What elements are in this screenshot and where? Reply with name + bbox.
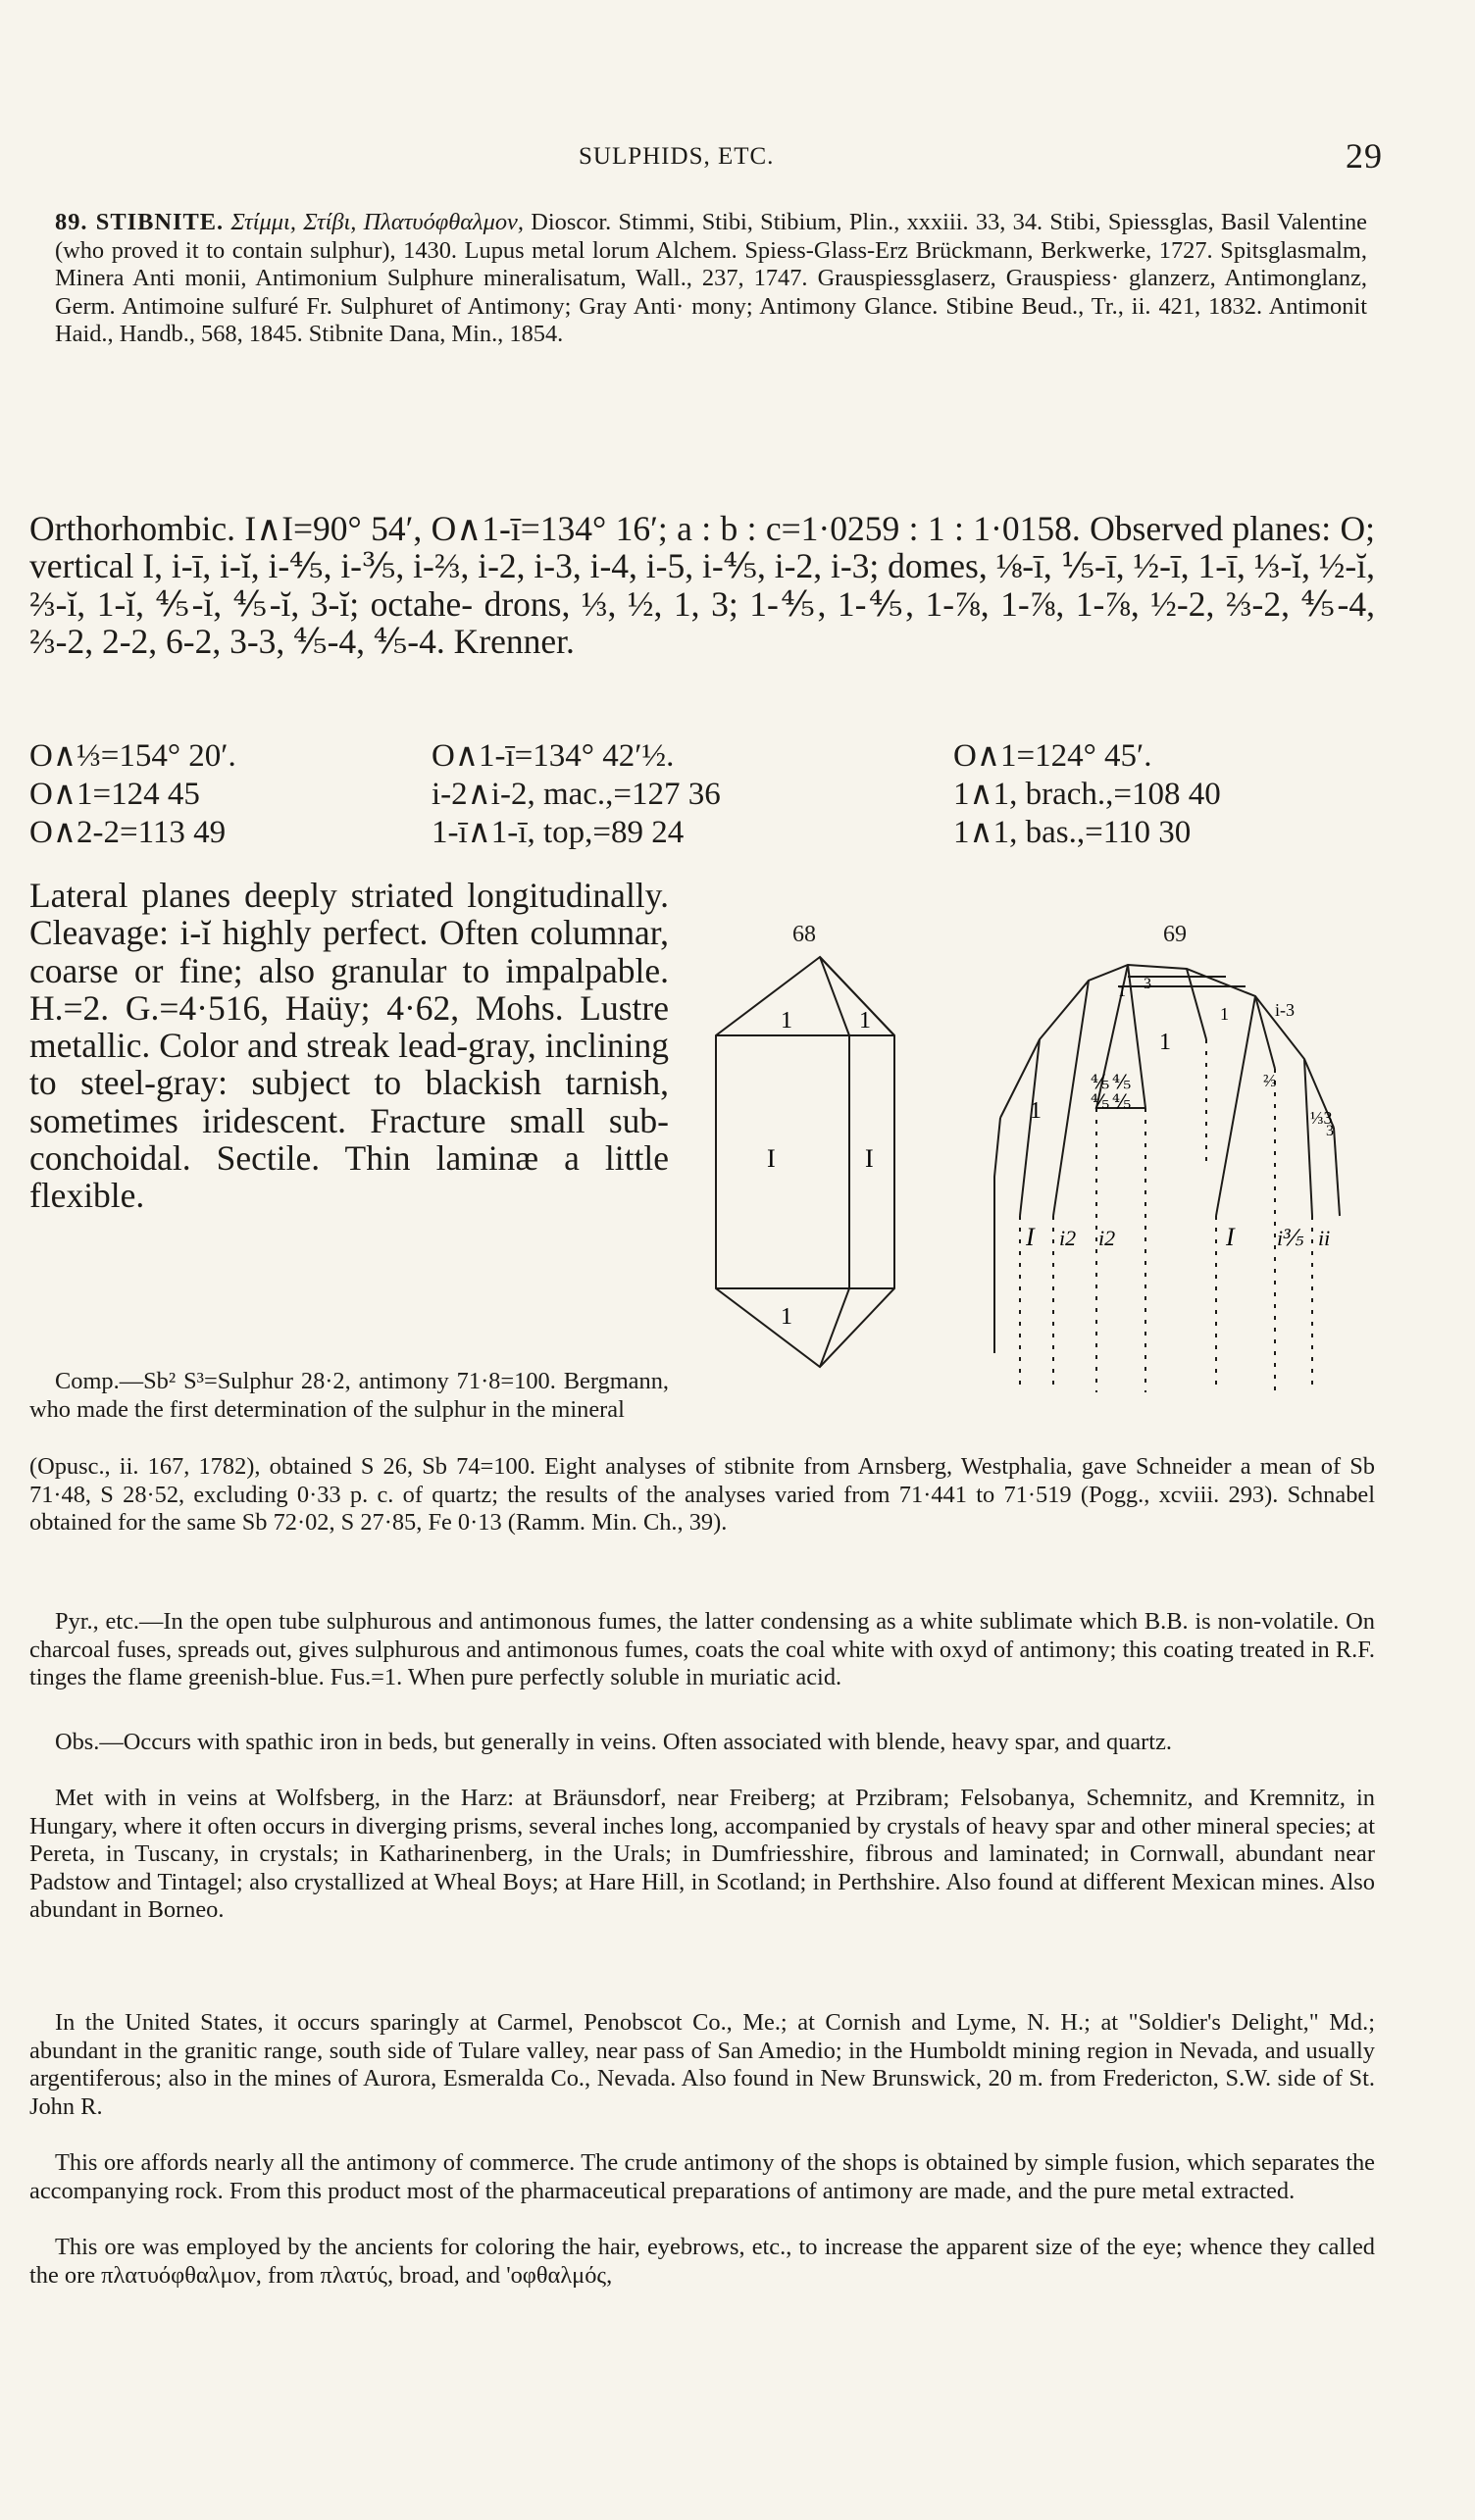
page-number: 29	[1346, 136, 1383, 176]
face-label: ⅘	[1091, 1072, 1110, 1093]
face-label: 3	[1144, 976, 1151, 992]
composition-paragraph-start: Comp.—Sb² S³=Sulphur 28·2, antimony 71·8=100. Bergmann, who made the first determination of the sulphur in the mineral	[29, 1368, 669, 1423]
angle-value: O∧1=124 45	[29, 777, 200, 812]
face-label: i2	[1059, 1226, 1077, 1250]
crystal-drawing-69	[981, 922, 1353, 1412]
face-label: ⅓3	[1310, 1108, 1333, 1128]
composition-paragraph-continued: (Opusc., ii. 167, 1782), obtained S 26, Sb 74=100. Eight analyses of stibnite from Arnsberg, Westphalia, gave Schneider a mean of Sb 71·48, S 28·52, excluding 0·33 p. c. of quartz; the results of the analyses varied from 71·441 to 71·519 (Pogg., xcviii. 293). Schnabel obtained for the same Sb 72·02, S 27·85, Fe 0·13 (Ramm. Min. Ch., 39).	[29, 1453, 1375, 1536]
crystal-drawing-68	[702, 922, 908, 1402]
angle-value: O∧2-2=113 49	[29, 815, 227, 850]
face-label: I	[767, 1144, 776, 1173]
face-label: i-3	[1275, 1000, 1295, 1020]
angle-value: 1-ī∧1-ī, top,=89 24	[432, 815, 685, 850]
face-label: ⅘	[1091, 1091, 1110, 1113]
face-label: I	[1026, 1223, 1035, 1251]
angle-value: 1∧1, brach.,=108 40	[953, 777, 1221, 812]
face-label: 3	[1326, 1123, 1334, 1139]
face-label: 1	[781, 1008, 792, 1033]
pyrognostics-paragraph: Pyr., etc.—In the open tube sulphurous and antimonous fumes, the latter condensing as a white sublimate which B.B. is non-volatile. On charcoal fuses, spreads out, gives sulphurous and antimonous fumes, coats the coal white with oxyd of antimony; this coating treated in R.F. tinges the flame greenish-blue. Fus.=1. When pure perfectly soluble in muriatic acid.	[29, 1608, 1375, 1690]
angle-column-2	[432, 737, 721, 852]
angle-value: O∧1-ī=134° 42′½.	[432, 738, 675, 774]
crystallography-paragraph: Orthorhombic. I∧I=90° 54′, O∧1-ī=134° 16′; a : b : c=1·0259 : 1 : 1·0158. Observed planes: O; vertical I, i-ī, i-ĭ, i-⅘, i-⅗, i-⅔, i-2, i-3, i-4, i-5, i-⅘, i-2, i-3; domes, ⅛-ī, ⅕-ī, ½-ī, 1-ī, ⅓-ĭ, ½-ĭ, ⅔-ĭ, 1-ĭ, ⅘-ĭ, ⅘-ĭ, 3-ĭ; octahe- drons, ⅓, ½, 1, 3; 1-⅘, 1-⅘, 1-⅞, 1-⅞, 1-⅞, ½-2, ⅔-2, ⅘-4, ⅔-2, 2-2, 6-2, 3-3, ⅘-4, ⅘-4. Krenner.	[29, 509, 1375, 662]
angle-value: i-2∧i-2, mac.,=127 36	[432, 777, 721, 812]
figure-number: 68	[792, 922, 816, 947]
face-label: 1	[859, 1008, 871, 1033]
angle-column-1	[29, 737, 236, 852]
angle-column-3	[953, 737, 1221, 852]
localities-paragraph: Met with in veins at Wolfsberg, in the Harz: at Bräunsdorf, near Freiberg; at Przibram; Felsobanya, Schemnitz, and Kremnitz, in Hungary, where it often occurs in diverging prisms, several inches long, accompanied by crystals of heavy spar and other mineral species; at Pereta, in Tuscany, in crystals; in Katharinenberg, in the Urals; in Dumfriesshire, fibrous and laminated; in Cornwall, abundant near Padstow and Tintagel; also crystallized at Wheal Boys; at Hare Hill, in Scotland; in Perthshire. Also found at different Mexican mines. Also abundant in Borneo.	[29, 1785, 1375, 1923]
physical-description: Lateral planes deeply striated longitudinally. Cleavage: i-ĭ highly perfect. Often columnar, coarse or fine; also granular to impalpable. H.=2. G.=4·516, Haüy; 4·62, Mohs. Lustre metallic. Color and streak lead-gray, inclining to steel-gray: subject to blackish tarnish, sometimes iridescent. Fracture small sub-conchoidal. Sectile. Thin laminæ a little flexible.	[29, 876, 669, 1216]
running-head-title: SULPHIDS, ETC.	[579, 143, 775, 170]
observations-paragraph: Obs.—Occurs with spathic iron in beds, but generally in veins. Often associated with blende, heavy spar, and quartz.	[55, 1729, 1172, 1755]
greek-names: Στίμμι, Στίβι, Πλατυόφθαλμον,	[230, 209, 524, 235]
face-label: 1	[1220, 1004, 1229, 1024]
synonymy-text: Dioscor. Stimmi, Stibi, Stibium, Plin., xxxiii. 33, 34. Stibi, Spiessglas, Basil Valentine (who proved it to contain sulphur), 1430. Lupus metal lorum Alchem. Spiess-Glass-Erz Brückmann, Berkwerke, 1727. Spitsglasmalm, Minera Anti monii, Antimonium Sulphure mineralisatum, Wall., 237, 1747. Grauspiessglaserz, Grauspiess· glanzerz, Antimonglanz, Germ. Antimoine sulfuré Fr. Sulphuret of Antimony; Gray Anti· mony; Antimony Glance. Stibine Beud., Tr., ii. 421, 1832. Antimonit Haid., Handb., 568, 1845. Stibnite Dana, Min., 1854.	[55, 209, 1367, 347]
face-label: ⅔	[1263, 1071, 1277, 1090]
angle-value: O∧1=124° 45′.	[953, 738, 1152, 774]
face-label: I	[865, 1144, 874, 1173]
figure-68	[702, 922, 908, 1402]
face-label: 1	[781, 1304, 792, 1330]
angle-value: 1∧1, bas.,=110 30	[953, 815, 1192, 850]
angle-value: O∧⅓=154° 20′.	[29, 738, 236, 774]
face-label: 1	[1159, 1030, 1171, 1055]
face-label: 1	[1030, 1098, 1042, 1124]
face-label: i⅗	[1277, 1226, 1304, 1250]
face-label: i2	[1098, 1226, 1116, 1250]
figure-number: 69	[1163, 922, 1187, 947]
entry-heading: 89. STIBNITE.	[55, 209, 225, 235]
commerce-paragraph: This ore affords nearly all the antimony of commerce. The crude antimony of the shops is obtained by simple fusion, which separates the accompanying rock. From this product most of the pharmaceutical preparations of antimony are made, and the pure metal extracted.	[29, 2149, 1375, 2204]
face-label: ⅘	[1112, 1091, 1132, 1113]
face-label: ii	[1318, 1226, 1331, 1250]
intro-paragraph	[55, 209, 1367, 349]
face-label: ⅘	[1112, 1072, 1132, 1093]
figure-69	[981, 922, 1353, 1412]
ancients-paragraph: This ore was employed by the ancients for coloring the hair, eyebrows, etc., to increase the apparent size of the eye; whence they called the ore πλατυόφθαλμον, from πλατύς, broad, and 'οφθαλμός,	[29, 2234, 1375, 2289]
face-label: 1	[1118, 983, 1126, 1000]
us-localities-paragraph: In the United States, it occurs sparingly at Carmel, Penobscot Co., Me.; at Cornish and Lyme, N. H.; at "Soldier's Delight," Md.; abundant in the granitic range, south side of Tulare valley, near pass of San Amedio; in the Humboldt mining region in Nevada, and usually argentiferous; also in the mines of Aurora, Esmeralda Co., Nevada. Also found in New Brunswick, 20 m. from Fredericton, S.W. side of St. John R.	[29, 2009, 1375, 2120]
face-label: I	[1226, 1223, 1235, 1251]
